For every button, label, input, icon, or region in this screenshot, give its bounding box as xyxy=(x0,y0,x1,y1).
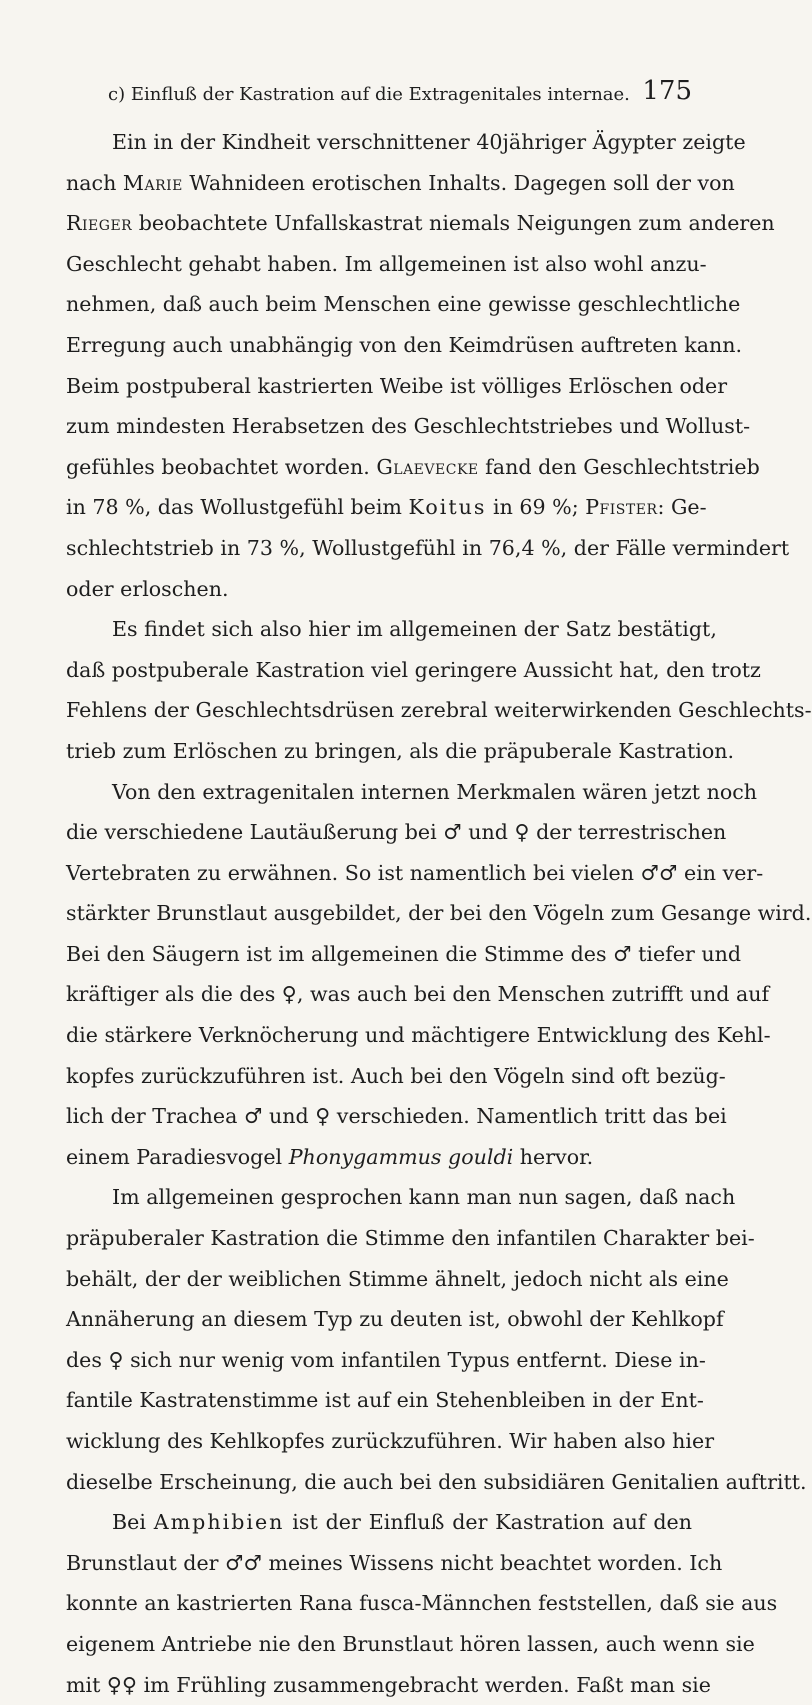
text-run: fand den Geschlechtstrieb xyxy=(478,454,760,479)
text-line xyxy=(66,974,770,1015)
text-line xyxy=(66,893,812,934)
page-header xyxy=(108,76,692,112)
text-line xyxy=(66,1665,711,1705)
text-run: Es findet sich also hier im allgemeinen der Satz bestätigt, xyxy=(112,617,717,642)
text-run: beobachtete Unfallskastrat niemals Neigungen zum anderen xyxy=(132,211,775,236)
text-line xyxy=(66,731,735,772)
text-run: in 78 %, das Wollustgefühl beim xyxy=(66,495,409,520)
text-line xyxy=(66,650,761,691)
author-name: Rieger xyxy=(66,211,133,236)
text-run: nehmen, daß auch beim Menschen eine gewisse geschlechtliche xyxy=(66,292,741,317)
text-run: Bei xyxy=(112,1510,154,1535)
text-run: ist der Einfluß der Kastration auf den xyxy=(284,1510,692,1535)
page-number: 175 xyxy=(642,76,692,106)
text-run: einem Paradiesvogel xyxy=(66,1144,289,1169)
text-run: schlechtstrieb in 73 %, Wollustgefühl in 76,4 %, der Fälle vermindert xyxy=(66,535,790,560)
text-run: Wahnideen erotischen Inhalts. Dagegen soll der von xyxy=(182,170,735,195)
text-run: in 69 %; xyxy=(486,495,586,520)
text-line xyxy=(66,1015,771,1056)
text-run: kopfes zurückzuführen ist. Auch bei den Vögeln sind oft bezüg- xyxy=(66,1063,726,1088)
text-run: Ein in der Kindheit verschnittener 40jähriger Ägypter zeigte xyxy=(112,130,746,154)
text-line xyxy=(66,163,735,204)
text-line xyxy=(66,1137,692,1178)
text-line xyxy=(66,569,692,610)
author-name: Marie xyxy=(122,170,183,195)
text-run: Im allgemeinen gesprochen kann man nun sagen, daß nach xyxy=(112,1185,736,1210)
text-line xyxy=(66,772,758,813)
text-line xyxy=(66,406,751,447)
author-name: Glaevecke xyxy=(376,454,479,479)
text-line xyxy=(66,609,717,650)
text-run: Bei den Säugern ist im allgemeinen die Stimme des ♂ tiefer und xyxy=(66,941,742,966)
text-run: gefühles beobachtet worden. xyxy=(66,454,377,479)
text-line xyxy=(66,1096,727,1137)
text-run: die verschiedene Lautäußerung bei ♂ und ♀ der terrestrischen xyxy=(66,820,727,845)
text-line xyxy=(66,1340,706,1381)
author-name: Pfister xyxy=(585,495,658,520)
text-line xyxy=(66,203,775,244)
text-line xyxy=(66,528,790,569)
text-line xyxy=(66,1421,715,1462)
text-run: präpuberaler Kastration die Stimme den infantilen Charakter bei- xyxy=(66,1226,755,1251)
text-line xyxy=(66,1218,755,1259)
text-line xyxy=(66,1177,736,1218)
emphasized-term: Amphibien xyxy=(153,1510,285,1535)
text-run: die stärkere Verknöcherung und mächtigere Entwicklung des Kehl- xyxy=(66,1023,771,1048)
species-name: Phonygammus gouldi xyxy=(288,1144,514,1169)
text-line xyxy=(66,1056,726,1097)
text-run: dieselbe Erscheinung, die auch bei den subsidiären Genitalien auftritt. xyxy=(66,1469,807,1494)
text-run: hervor. xyxy=(513,1144,594,1169)
text-run: nach xyxy=(66,170,123,195)
text-run: mit ♀♀ im Frühling zusammengebracht werden. Faßt man sie xyxy=(66,1672,711,1697)
text-line xyxy=(66,853,764,894)
text-run: : Ge- xyxy=(657,495,707,520)
text-line xyxy=(66,1299,724,1340)
text-line xyxy=(66,325,743,366)
text-run: daß postpuberale Kastration viel geringere Aussicht hat, den trotz xyxy=(66,657,761,682)
text-run: Von den extragenitalen internen Merkmalen wären jetzt noch xyxy=(112,779,758,804)
text-line xyxy=(66,487,707,528)
text-line xyxy=(66,1583,778,1624)
text-run: zum mindesten Herabsetzen des Geschlechtstriebes und Wollust- xyxy=(66,414,751,439)
text-run: fantile Kastratenstimme ist auf ein Stehenbleiben in der Ent- xyxy=(66,1388,704,1413)
text-line xyxy=(66,1462,807,1503)
text-line xyxy=(66,690,812,731)
text-line xyxy=(66,934,742,975)
text-line xyxy=(66,1259,729,1300)
text-line xyxy=(66,122,746,163)
text-run: Beim postpuberal kastrierten Weibe ist völliges Erlöschen oder xyxy=(66,373,728,398)
text-run: Erregung auch unabhängig von den Keimdrüsen auftreten kann. xyxy=(66,332,743,357)
text-run: Fehlens der Geschlechtsdrüsen zerebral weiterwirkenden Geschlechts- xyxy=(66,698,812,723)
running-title: c) Einfluß der Kastration auf die Extragenitales internae. xyxy=(108,84,630,105)
text-run: Annäherung an diesem Typ zu deuten ist, obwohl der Kehlkopf xyxy=(66,1307,724,1332)
text-run: stärkter Brunstlaut ausgebildet, der bei den Vögeln zum Gesange wird. xyxy=(66,901,812,926)
text-run: oder erloschen. xyxy=(66,576,229,601)
text-line xyxy=(66,284,741,325)
text-line xyxy=(66,1543,723,1584)
text-line xyxy=(66,1624,755,1665)
text-run: behält, der der weiblichen Stimme ähnelt, jedoch nicht als eine xyxy=(66,1266,729,1291)
text-line xyxy=(66,447,760,488)
text-run: des ♀ sich nur wenig vom infantilen Typus entfernt. Diese in- xyxy=(66,1347,706,1372)
body-text xyxy=(66,122,812,1705)
text-run: kräftiger als die des ♀, was auch bei den Menschen zutrifft und auf xyxy=(66,982,770,1007)
text-run: konnte an kastrierten Rana fusca-Männchen feststellen, daß sie aus xyxy=(66,1591,778,1616)
text-line xyxy=(66,1502,692,1543)
text-run: trieb zum Erlöschen zu bringen, als die präpuberale Kastration. xyxy=(66,738,735,763)
text-line xyxy=(66,366,728,407)
text-run: eigenem Antriebe nie den Brunstlaut hören lassen, auch wenn sie xyxy=(66,1631,755,1656)
text-run: Geschlecht gehabt haben. Im allgemeinen ist also wohl anzu- xyxy=(66,251,707,276)
emphasized-term: Koitus xyxy=(408,495,487,520)
text-line xyxy=(66,244,707,285)
text-run: Brunstlaut der ♂♂ meines Wissens nicht beachtet worden. Ich xyxy=(66,1550,723,1575)
text-run: wicklung des Kehlkopfes zurückzuführen. Wir haben also hier xyxy=(66,1429,715,1453)
text-run: lich der Trachea ♂ und ♀ verschieden. Namentlich tritt das bei xyxy=(66,1104,727,1129)
text-line xyxy=(66,1380,704,1421)
text-run: Vertebraten zu erwähnen. So ist namentlich bei vielen ♂♂ ein ver- xyxy=(66,860,764,885)
text-line xyxy=(66,812,727,853)
